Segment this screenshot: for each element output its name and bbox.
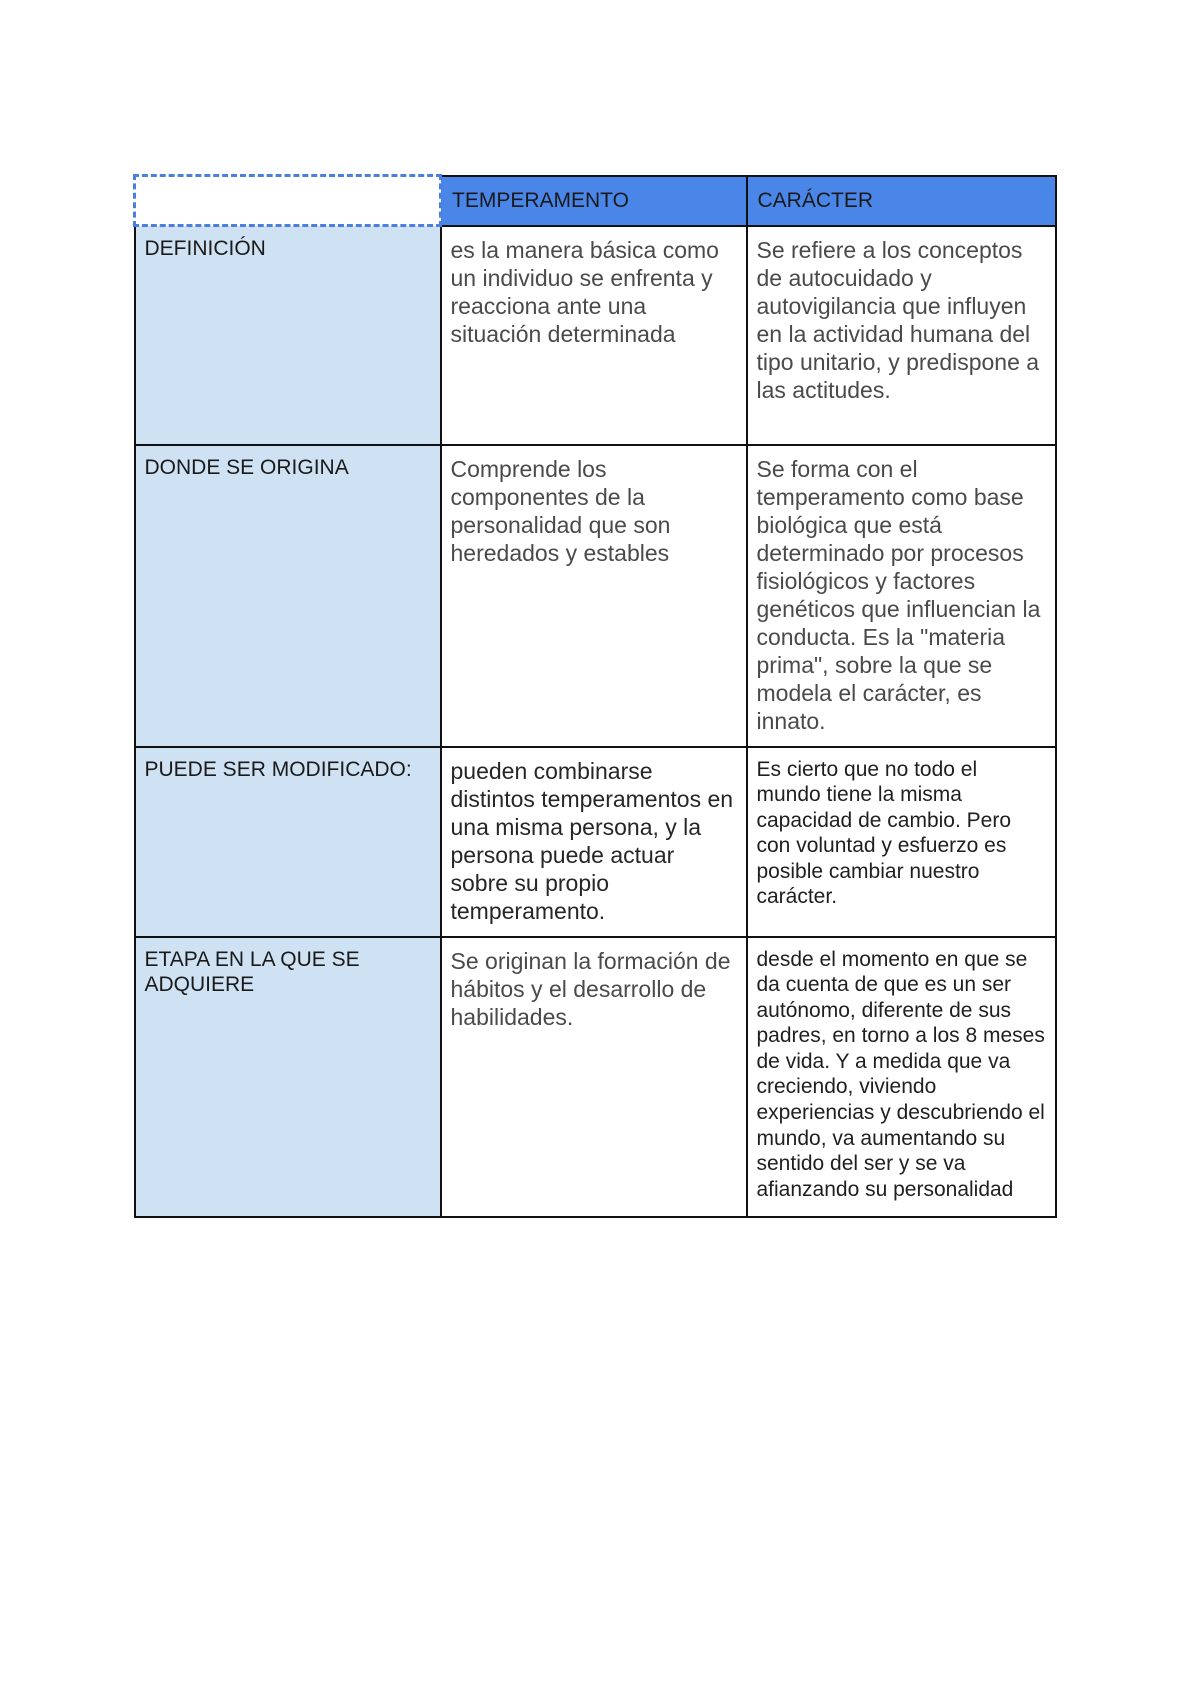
cell-definicion-temperamento[interactable]: es la manera básica como un individuo se enfrenta y reacciona ante una situación determinada <box>441 226 747 445</box>
table-header-row <box>135 176 1056 226</box>
table-row <box>135 747 1056 937</box>
table-row <box>135 226 1056 445</box>
column-header-caracter[interactable]: CARÁCTER <box>747 176 1056 226</box>
cell-origen-temperamento[interactable]: Comprende los componentes de la personalidad que son heredados y estables <box>441 445 747 747</box>
row-label-puede-ser-modificado[interactable]: PUEDE SER MODIFICADO: <box>135 747 441 937</box>
cell-etapa-temperamento[interactable]: Se originan la formación de hábitos y el desarrollo de habilidades. <box>441 937 747 1217</box>
cell-origen-caracter[interactable]: Se forma con el temperamento como base biológica que está determinado por procesos fisiológicos y factores genéticos que influencian la conducta. Es la "materia prima", sobre la que se modela el carácter, es innato. <box>747 445 1056 747</box>
row-label-definicion[interactable]: DEFINICIÓN <box>135 226 441 445</box>
cell-definicion-caracter[interactable]: Se refiere a los conceptos de autocuidado y autovigilancia que influyen en la actividad humana del tipo unitario, y predispone a las actitudes. <box>747 226 1056 445</box>
column-header-temperamento[interactable]: TEMPERAMENTO <box>441 176 747 226</box>
cell-modificado-temperamento[interactable]: pueden combinarse distintos temperamentos en una misma persona, y la persona puede actuar sobre su propio temperamento. <box>441 747 747 937</box>
selected-empty-cell[interactable] <box>135 176 441 226</box>
comparison-table <box>133 174 1057 1218</box>
table-row <box>135 445 1056 747</box>
row-label-donde-se-origina[interactable]: DONDE SE ORIGINA <box>135 445 441 747</box>
table-row <box>135 937 1056 1217</box>
cell-etapa-caracter[interactable]: desde el momento en que se da cuenta de que es un ser autónomo, diferente de sus padres, en torno a los 8 meses de vida. Y a medida que va creciendo, viviendo experiencias y descubriendo el mundo, va aumentando su sentido del ser y se va afianzando su personalidad <box>747 937 1056 1217</box>
row-label-etapa[interactable]: ETAPA EN LA QUE SE ADQUIERE <box>135 937 441 1217</box>
cell-modificado-caracter[interactable]: Es cierto que no todo el mundo tiene la misma capacidad de cambio. Pero con voluntad y esfuerzo es posible cambiar nuestro carácter. <box>747 747 1056 937</box>
